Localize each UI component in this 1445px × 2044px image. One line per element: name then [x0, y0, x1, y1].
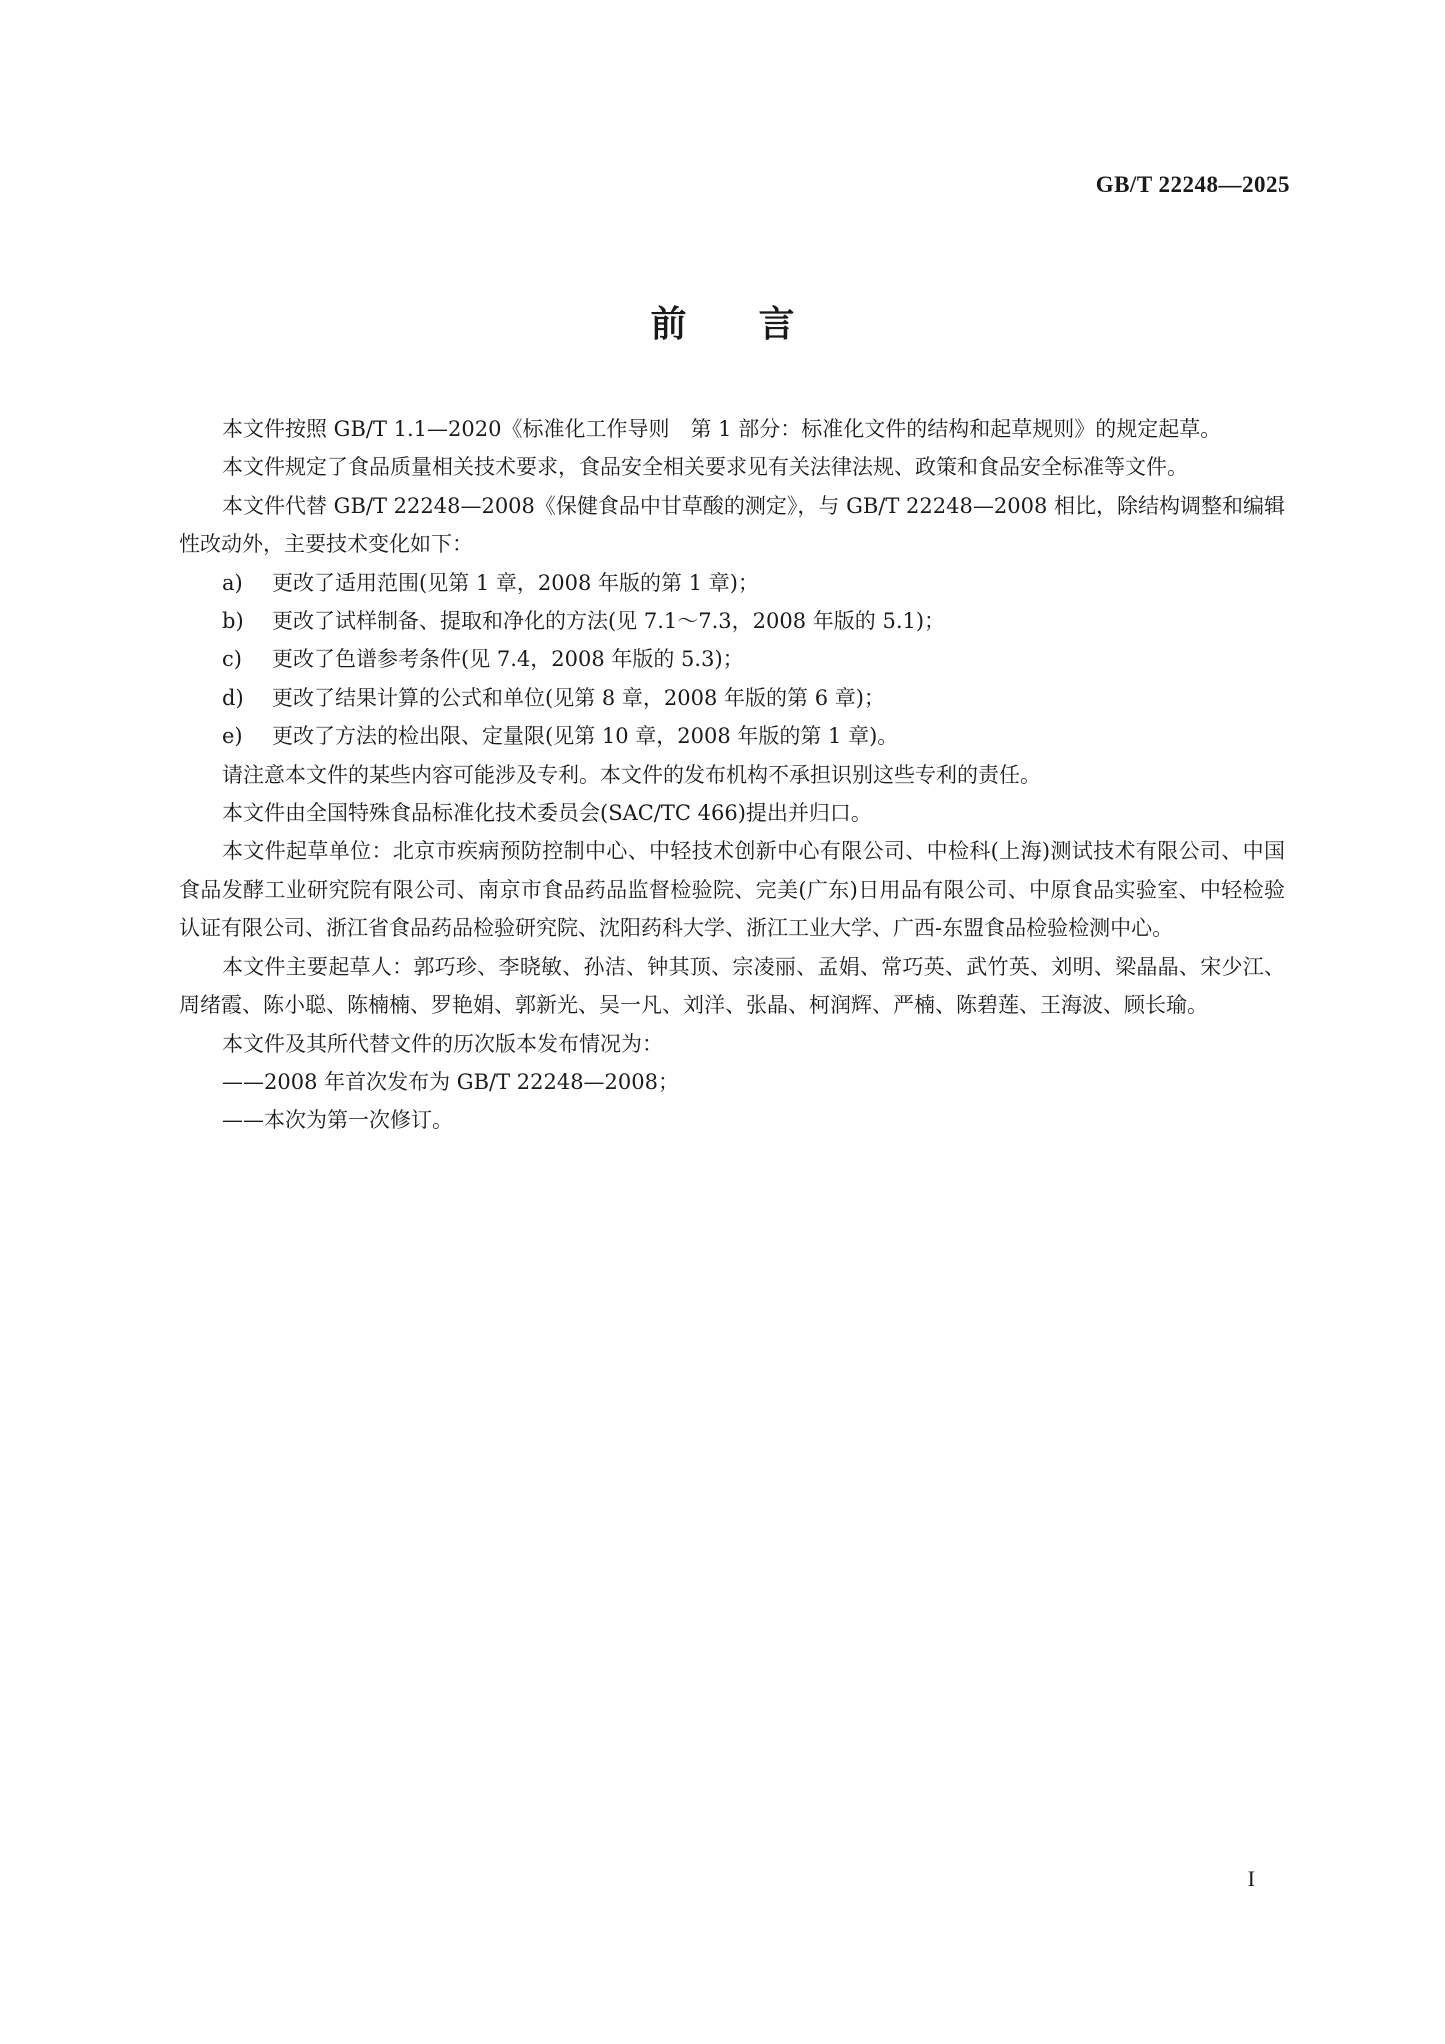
- change-item: [179, 602, 1285, 640]
- change-text: 更改了方法的检出限、定量限(见第 10 章，2008 年版的第 1 章)。: [272, 724, 899, 749]
- paragraph-replacement: 本文件代替 GB/T 22248—2008《保健食品中甘草酸的测定》，与 GB/T 22248—2008 相比，除结构调整和编辑性改动外，主要技术变化如下：: [179, 493, 1285, 557]
- paragraph-history-intro: 本文件及其所代替文件的历次版本发布情况为：: [222, 1031, 663, 1056]
- paragraph-proposer: 本文件由全国特殊食品标准化技术委员会(SAC/TC 466)提出并归口。: [222, 801, 872, 826]
- change-label: e): [222, 724, 243, 749]
- change-label: b): [222, 609, 244, 634]
- paragraph-scope: 本文件规定了食品质量相关技术要求，食品安全相关要求见有关法律法规、政策和食品安全标准等文件。: [222, 455, 1188, 480]
- change-text: 更改了适用范围(见第 1 章，2008 年版的第 1 章)；: [272, 570, 759, 595]
- history-item: ——2008 年首次发布为 GB/T 22248—2008；: [222, 1069, 680, 1094]
- change-item: [179, 564, 1285, 602]
- change-item: [179, 679, 1285, 717]
- change-text: 更改了结果计算的公式和单位(见第 8 章，2008 年版的第 6 章)；: [272, 685, 885, 710]
- standard-code: GB/T 22248—2025: [1095, 172, 1290, 197]
- change-text: 更改了试样制备、提取和净化的方法(见 7.1～7.3，2008 年版的 5.1)；: [272, 609, 946, 634]
- document-body: [179, 410, 1285, 1140]
- paragraph-drafting-units: 本文件起草单位：北京市疾病预防控制中心、中轻技术创新中心有限公司、中检科(上海)测试技术有限公司、中国食品发酵工业研究院有限公司、南京市食品药品监督检验院、完美(广东)日用品有限公司、中原食品实验室、中轻检验认证有限公司、浙江省食品药品检验研究院、沈阳药科大学、浙江工业大学、广西-东盟食品检验检测中心。: [179, 839, 1285, 941]
- page-title: 前言: [650, 304, 867, 345]
- paragraph-drafters: 本文件主要起草人：郭巧珍、李晓敏、孙洁、钟其顶、宗凌丽、孟娟、常巧英、武竹英、刘明、梁晶晶、宋少江、周绪霞、陈小聪、陈楠楠、罗艳娟、郭新光、吴一凡、刘洋、张晶、柯润辉、严楠、陈碧莲、王海波、顾长瑜。: [179, 954, 1285, 1018]
- change-item: [179, 717, 1285, 755]
- paragraph-drafting-rules: 本文件按照 GB/T 1.1—2020《标准化工作导则 第 1 部分：标准化文件的结构和起草规则》的规定起草。: [222, 417, 1222, 441]
- history-item: ——本次为第一次修订。: [222, 1108, 453, 1133]
- change-label: c): [222, 647, 242, 672]
- change-label: a): [222, 570, 243, 595]
- change-text: 更改了色谱参考条件(见 7.4，2008 年版的 5.3)；: [272, 647, 744, 672]
- page-number: I: [1247, 1866, 1255, 1891]
- paragraph-patent-notice: 请注意本文件的某些内容可能涉及专利。本文件的发布机构不承担识别这些专利的责任。: [222, 762, 1041, 787]
- change-label: d): [222, 685, 244, 710]
- change-item: [179, 640, 1285, 678]
